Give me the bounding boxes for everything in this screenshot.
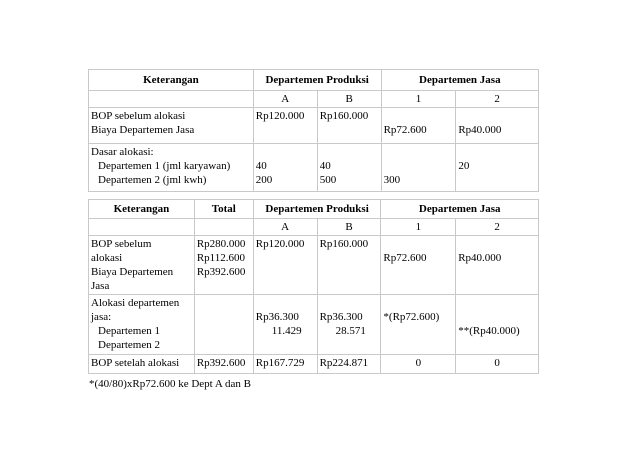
header-departemen-produksi: Departemen Produksi <box>253 200 381 219</box>
cell-j2: 0 <box>456 355 539 374</box>
row-label <box>89 108 254 144</box>
label-biaya-jasa: Biaya Departemen Jasa <box>91 124 195 136</box>
cell-a: Rp36.300 11.429 <box>253 295 317 355</box>
cell-a: Rp120.000 <box>253 108 317 144</box>
table-row <box>89 295 539 355</box>
label-dept1: Departemen 1 (jml karyawan) <box>98 160 231 172</box>
table-row <box>89 108 539 144</box>
header-departemen-jasa: Departemen Jasa <box>381 200 539 219</box>
cell-j1: Rp72.600 <box>381 108 456 144</box>
table-row <box>89 355 539 374</box>
label-dept2: Departemen 2 (jml kwh) <box>98 174 207 186</box>
header-departemen-produksi: Departemen Produksi <box>253 70 381 91</box>
header-total: Total <box>194 200 253 219</box>
cell-j1: 0 <box>381 355 456 374</box>
subheader-empty <box>89 91 254 108</box>
subheader-2: 2 <box>456 91 539 108</box>
subheader-b: B <box>317 91 381 108</box>
subheader-b: B <box>317 219 381 236</box>
row-label: Alokasi departemen jasa: Departemen 1 Departemen 2 <box>89 295 195 355</box>
cell-a: Rp167.729 <box>253 355 317 374</box>
cell-a: Rp120.000 <box>253 236 317 295</box>
cell-j1: *(Rp72.600) <box>381 295 456 355</box>
label-dasar-alokasi: Dasar alokasi: <box>91 146 154 158</box>
allocation-basis-table <box>88 69 539 192</box>
label-bop-sebelum: BOP sebelum alokasi <box>91 110 186 122</box>
table-row <box>89 144 539 192</box>
cell-total <box>194 295 253 355</box>
subheader-empty <box>89 219 195 236</box>
subheader-empty <box>194 219 253 236</box>
cell-j2: 20 <box>456 144 539 192</box>
cell-total: Rp392.600 <box>194 355 253 374</box>
cell-b: Rp160.000 <box>317 108 381 144</box>
cell-b: 40 500 <box>317 144 381 192</box>
header-keterangan: Keterangan <box>89 70 254 91</box>
footnote: *(40/80)xRp72.600 ke Dept A dan B <box>89 378 251 390</box>
subheader-1: 1 <box>381 91 456 108</box>
allocation-result-table <box>88 199 539 374</box>
subheader-a: A <box>253 219 317 236</box>
cell-j2: **(Rp40.000) <box>456 295 539 355</box>
row-label: BOP setelah alokasi <box>89 355 195 374</box>
header-keterangan: Keterangan <box>89 200 195 219</box>
cell-b: Rp36.300 28.571 <box>317 295 381 355</box>
row-label: BOP sebelum alokasi Biaya Departemen Jasa <box>89 236 195 295</box>
cell-a: 40 200 <box>253 144 317 192</box>
cell-b: Rp224.871 <box>317 355 381 374</box>
row-label <box>89 144 254 192</box>
table-row <box>89 236 539 295</box>
cell-j2: Rp40.000 <box>456 236 539 295</box>
subheader-2: 2 <box>456 219 539 236</box>
cell-j1: Rp72.600 <box>381 236 456 295</box>
subheader-a: A <box>253 91 317 108</box>
cell-j1: 300 <box>381 144 456 192</box>
cell-total: Rp280.000 Rp112.600 Rp392.600 <box>194 236 253 295</box>
header-departemen-jasa: Departemen Jasa <box>381 70 538 91</box>
cell-j2: Rp40.000 <box>456 108 539 144</box>
cell-b: Rp160.000 <box>317 236 381 295</box>
subheader-1: 1 <box>381 219 456 236</box>
